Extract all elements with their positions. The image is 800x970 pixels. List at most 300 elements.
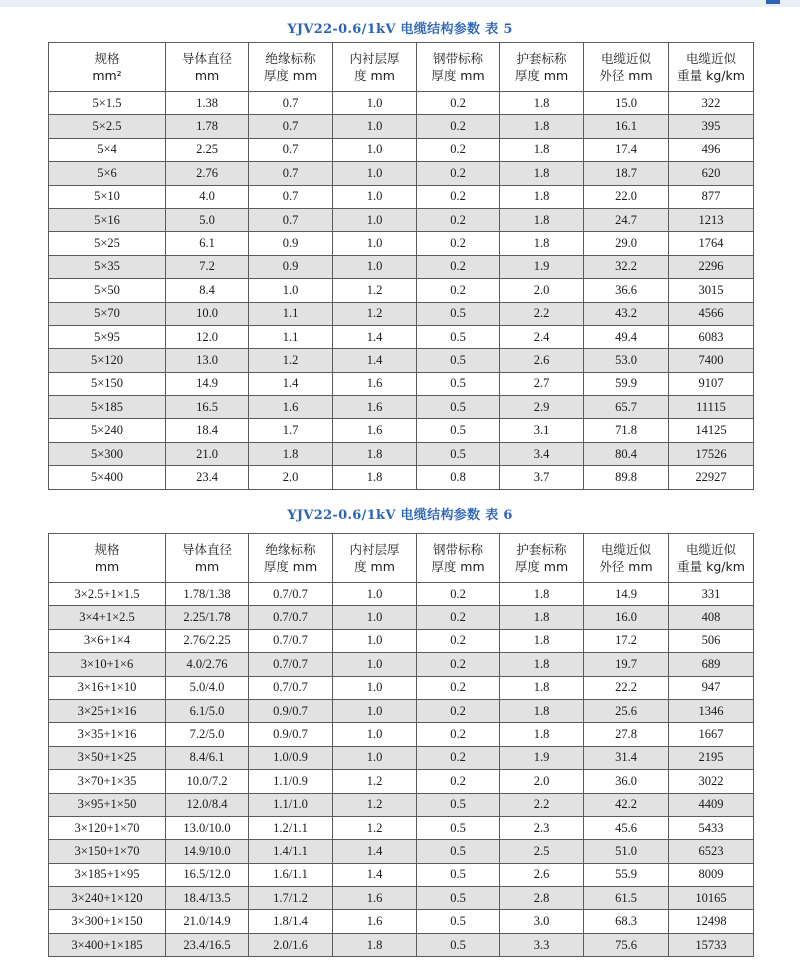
table-cell: 0.9/0.7 — [249, 723, 333, 746]
table-row — [49, 232, 754, 255]
table-cell: 5×240 — [49, 419, 166, 442]
table-cell: 22927 — [669, 466, 754, 489]
top-accent-bar — [0, 0, 800, 7]
table6-header-line: 电缆近似 — [600, 542, 651, 557]
table-cell: 7.2/5.0 — [166, 723, 249, 746]
table-cell: 3×16+1×10 — [49, 676, 166, 699]
table-cell: 51.0 — [584, 840, 669, 863]
table-cell: 1.8 — [500, 723, 584, 746]
table-cell: 5×1.5 — [49, 92, 166, 115]
table-cell: 49.4 — [584, 325, 669, 348]
table5-body — [49, 92, 754, 490]
table-cell: 1.0 — [333, 699, 417, 722]
table-cell: 5×120 — [49, 349, 166, 372]
table6-header-line: 导体直径 — [181, 542, 232, 557]
table-row — [49, 279, 754, 302]
table-cell: 10.0/7.2 — [166, 770, 249, 793]
table-cell: 1.1/1.0 — [249, 793, 333, 816]
table-cell: 1667 — [669, 723, 754, 746]
table-cell: 2.9 — [500, 396, 584, 419]
table-cell: 22.2 — [584, 676, 669, 699]
table-cell: 0.5 — [417, 933, 500, 956]
table5-header-cell — [166, 43, 249, 92]
table-cell: 620 — [669, 162, 754, 185]
table-cell: 1.0 — [333, 723, 417, 746]
table6-header-cell — [500, 534, 584, 583]
table-cell: 11115 — [669, 396, 754, 419]
table-row — [49, 816, 754, 839]
table-row — [49, 910, 754, 933]
table-row — [49, 583, 754, 606]
table-cell: 3.1 — [500, 419, 584, 442]
table-cell: 5×150 — [49, 372, 166, 395]
table-cell: 1.8 — [500, 208, 584, 231]
table-cell: 1.0 — [333, 653, 417, 676]
table-cell: 1.8 — [500, 115, 584, 138]
table-cell: 8009 — [669, 863, 754, 886]
table-cell: 0.2 — [417, 279, 500, 302]
table-cell: 21.0 — [166, 442, 249, 465]
table6-body — [49, 583, 754, 957]
table-cell: 3.3 — [500, 933, 584, 956]
table5-header-line: 厚度 mm — [263, 68, 318, 83]
table-cell: 7400 — [669, 349, 754, 372]
table5-header-cell — [333, 43, 417, 92]
table-cell: 0.2 — [417, 723, 500, 746]
table-cell: 5×2.5 — [49, 115, 166, 138]
table-cell: 0.2 — [417, 676, 500, 699]
table-cell: 506 — [669, 629, 754, 652]
table-cell: 1.6/1.1 — [249, 863, 333, 886]
table-cell: 18.4 — [166, 419, 249, 442]
table-cell: 0.2 — [417, 162, 500, 185]
table-cell: 0.7 — [249, 162, 333, 185]
table-cell: 0.5 — [417, 910, 500, 933]
table-cell: 3022 — [669, 770, 754, 793]
table-row — [49, 396, 754, 419]
table6-header-line: 规格 — [94, 542, 120, 557]
table-cell: 14.9 — [584, 583, 669, 606]
table-cell: 2.0 — [500, 770, 584, 793]
table5-header-line: 厚度 mm — [431, 68, 485, 83]
table-cell: 1.2 — [333, 793, 417, 816]
table-cell: 65.7 — [584, 396, 669, 419]
table-cell: 1764 — [669, 232, 754, 255]
table-cell: 3×240+1×120 — [49, 887, 166, 910]
table6-header-line: mm — [94, 559, 120, 574]
table5-header-line: 度 mm — [354, 68, 395, 83]
table-cell: 1.1/0.9 — [249, 770, 333, 793]
table-cell: 9107 — [669, 372, 754, 395]
table-row — [49, 887, 754, 910]
table-cell: 0.2 — [417, 746, 500, 769]
table-cell: 5433 — [669, 816, 754, 839]
table-cell: 24.7 — [584, 208, 669, 231]
table-cell: 1.4 — [333, 349, 417, 372]
table6-header-line: 厚度 mm — [514, 559, 569, 574]
table6-header-line: 厚度 mm — [263, 559, 318, 574]
table6-header-row — [49, 534, 754, 583]
table-cell: 322 — [669, 92, 754, 115]
table-cell: 1.8/1.4 — [249, 910, 333, 933]
table-cell: 1.9 — [500, 255, 584, 278]
table-cell: 3015 — [669, 279, 754, 302]
table-cell: 2.2 — [500, 302, 584, 325]
table-cell: 2.3 — [500, 816, 584, 839]
table-cell: 0.9 — [249, 255, 333, 278]
table-cell: 0.9 — [249, 232, 333, 255]
table5-header-cell — [417, 43, 500, 92]
table-cell: 10165 — [669, 887, 754, 910]
table-cell: 45.6 — [584, 816, 669, 839]
table-cell: 6.1/5.0 — [166, 699, 249, 722]
table-cell: 6083 — [669, 325, 754, 348]
table-cell: 14125 — [669, 419, 754, 442]
table-cell: 5×6 — [49, 162, 166, 185]
table-cell: 5×16 — [49, 208, 166, 231]
table-cell: 2.0 — [500, 279, 584, 302]
table-cell: 395 — [669, 115, 754, 138]
table5-header-cell — [500, 43, 584, 92]
table6-header-cell — [166, 534, 249, 583]
table5-header-cell — [49, 43, 166, 92]
table-cell: 5×4 — [49, 138, 166, 161]
table5-header-line: 厚度 mm — [514, 68, 569, 83]
table-cell: 71.8 — [584, 419, 669, 442]
table-cell: 0.7 — [249, 208, 333, 231]
table-row — [49, 302, 754, 325]
table-cell: 2.0 — [249, 466, 333, 489]
table-cell: 0.2 — [417, 138, 500, 161]
table-cell: 1.0 — [333, 162, 417, 185]
table-cell: 2.25/1.78 — [166, 606, 249, 629]
table-cell: 2296 — [669, 255, 754, 278]
table-cell: 17526 — [669, 442, 754, 465]
table-cell: 59.9 — [584, 372, 669, 395]
table-cell: 1.0 — [333, 185, 417, 208]
table-cell: 5.0/4.0 — [166, 676, 249, 699]
table-cell: 1.78/1.38 — [166, 583, 249, 606]
table-cell: 689 — [669, 653, 754, 676]
table-cell: 947 — [669, 676, 754, 699]
table-cell: 8.4 — [166, 279, 249, 302]
table5-header-line: 钢带标称 — [432, 51, 483, 66]
table-cell: 75.6 — [584, 933, 669, 956]
table-cell: 0.9/0.7 — [249, 699, 333, 722]
table5-header-line: 规格 — [94, 51, 120, 66]
table-cell: 3×300+1×150 — [49, 910, 166, 933]
table5-header-line: 内衬层厚 — [349, 51, 400, 66]
table-cell: 331 — [669, 583, 754, 606]
table-cell: 1.2 — [333, 816, 417, 839]
table-cell: 7.2 — [166, 255, 249, 278]
table-row — [49, 466, 754, 489]
table-cell: 1.9 — [500, 746, 584, 769]
table-cell: 0.7/0.7 — [249, 583, 333, 606]
table-cell: 89.8 — [584, 466, 669, 489]
table-cell: 12.0 — [166, 325, 249, 348]
table-cell: 0.5 — [417, 887, 500, 910]
table5-header-cell — [669, 43, 754, 92]
table6-header-cell — [669, 534, 754, 583]
table-cell: 1.4 — [333, 325, 417, 348]
table-cell: 2.6 — [500, 863, 584, 886]
table6-header-cell — [417, 534, 500, 583]
table-cell: 3×4+1×2.5 — [49, 606, 166, 629]
table-cell: 31.4 — [584, 746, 669, 769]
table6-header-line: 重量 kg/km — [677, 559, 745, 574]
table-cell: 1.8 — [500, 232, 584, 255]
table-cell: 1213 — [669, 208, 754, 231]
table-cell: 1.2 — [333, 770, 417, 793]
table-cell: 3×70+1×35 — [49, 770, 166, 793]
table-cell: 0.7 — [249, 185, 333, 208]
table5-header-line: mm — [194, 68, 220, 83]
table-row — [49, 208, 754, 231]
table-cell: 3×2.5+1×1.5 — [49, 583, 166, 606]
table-row — [49, 840, 754, 863]
table-cell: 0.7/0.7 — [249, 606, 333, 629]
table-cell: 23.4/16.5 — [166, 933, 249, 956]
table-cell: 42.2 — [584, 793, 669, 816]
table-cell: 5×300 — [49, 442, 166, 465]
table-cell: 3×95+1×50 — [49, 793, 166, 816]
table-cell: 1.4/1.1 — [249, 840, 333, 863]
table6-header-cell — [49, 534, 166, 583]
table-cell: 19.7 — [584, 653, 669, 676]
table-row — [49, 653, 754, 676]
table-cell: 1.7/1.2 — [249, 887, 333, 910]
table-cell: 1.6 — [333, 396, 417, 419]
table-cell: 1.8 — [500, 162, 584, 185]
table-cell: 1.78 — [166, 115, 249, 138]
table-cell: 2.0/1.6 — [249, 933, 333, 956]
table-cell: 27.8 — [584, 723, 669, 746]
table-cell: 3×150+1×70 — [49, 840, 166, 863]
table-cell: 0.2 — [417, 255, 500, 278]
table-cell: 1.7 — [249, 419, 333, 442]
table-cell: 0.8 — [417, 466, 500, 489]
table-cell: 15.0 — [584, 92, 669, 115]
table6-header-line: 厚度 mm — [431, 559, 485, 574]
table-cell: 15733 — [669, 933, 754, 956]
table-row — [49, 606, 754, 629]
table-cell: 3×25+1×16 — [49, 699, 166, 722]
table-cell: 0.2 — [417, 770, 500, 793]
table-row — [49, 442, 754, 465]
table-row — [49, 723, 754, 746]
table-cell: 0.2 — [417, 629, 500, 652]
table-row — [49, 138, 754, 161]
table-cell: 6523 — [669, 840, 754, 863]
table-cell: 1.0 — [333, 583, 417, 606]
table-cell: 0.5 — [417, 302, 500, 325]
table-cell: 1.6 — [333, 372, 417, 395]
table6-header-cell — [584, 534, 669, 583]
table-cell: 14.9 — [166, 372, 249, 395]
table-cell: 0.7 — [249, 92, 333, 115]
table5-header-line: 导体直径 — [181, 51, 232, 66]
table-cell: 4.0/2.76 — [166, 653, 249, 676]
table-cell: 0.5 — [417, 396, 500, 419]
table-cell: 1.8 — [500, 653, 584, 676]
table-cell: 5×400 — [49, 466, 166, 489]
table-cell: 16.5 — [166, 396, 249, 419]
table-cell: 1.0 — [333, 746, 417, 769]
table-cell: 5×10 — [49, 185, 166, 208]
table-cell: 3×120+1×70 — [49, 816, 166, 839]
table-cell: 68.3 — [584, 910, 669, 933]
table-cell: 1.8 — [500, 606, 584, 629]
table-cell: 2.6 — [500, 349, 584, 372]
table-cell: 2195 — [669, 746, 754, 769]
table-cell: 3×50+1×25 — [49, 746, 166, 769]
table-cell: 0.2 — [417, 232, 500, 255]
table6-header-line: 外径 mm — [599, 559, 653, 574]
table-cell: 16.5/12.0 — [166, 863, 249, 886]
table-cell: 1.1 — [249, 302, 333, 325]
table-cell: 1.0 — [333, 138, 417, 161]
table-cell: 2.5 — [500, 840, 584, 863]
table5-header-line: 绝缘标称 — [265, 51, 316, 66]
table-cell: 1.0 — [333, 92, 417, 115]
table-cell: 4409 — [669, 793, 754, 816]
table6-header-cell — [249, 534, 333, 583]
table-cell: 18.4/13.5 — [166, 887, 249, 910]
table5-spec-table — [48, 42, 754, 490]
table-cell: 1.4 — [333, 840, 417, 863]
table5-header-line: 电缆近似 — [685, 51, 736, 66]
table-cell: 5×35 — [49, 255, 166, 278]
table-cell: 1.8 — [500, 699, 584, 722]
table-cell: 3×10+1×6 — [49, 653, 166, 676]
table-cell: 8.4/6.1 — [166, 746, 249, 769]
table-cell: 1.8 — [333, 933, 417, 956]
table5-header-line: 重量 kg/km — [677, 68, 745, 83]
table-cell: 1.8 — [333, 466, 417, 489]
table-cell: 0.7/0.7 — [249, 676, 333, 699]
table-cell: 1.6 — [333, 887, 417, 910]
table-cell: 16.1 — [584, 115, 669, 138]
table-cell: 3×6+1×4 — [49, 629, 166, 652]
table-cell: 0.2 — [417, 606, 500, 629]
table6-header-line: 电缆近似 — [685, 542, 736, 557]
table-cell: 18.7 — [584, 162, 669, 185]
table-cell: 1.8 — [500, 676, 584, 699]
table-cell: 36.0 — [584, 770, 669, 793]
table-cell: 2.2 — [500, 793, 584, 816]
table-cell: 55.9 — [584, 863, 669, 886]
table-cell: 1.6 — [333, 419, 417, 442]
table-cell: 12.0/8.4 — [166, 793, 249, 816]
table-cell: 16.0 — [584, 606, 669, 629]
table-cell: 0.2 — [417, 208, 500, 231]
table-row — [49, 325, 754, 348]
table6-title: YJV22-0.6/1kV 电缆结构参数 表 6 — [287, 508, 513, 523]
table-cell: 1.38 — [166, 92, 249, 115]
table-cell: 5×95 — [49, 325, 166, 348]
table-cell: 3×35+1×16 — [49, 723, 166, 746]
table5-header-row — [49, 43, 754, 92]
table-cell: 3.4 — [500, 442, 584, 465]
table-cell: 3×185+1×95 — [49, 863, 166, 886]
table5-header-line: mm² — [92, 68, 122, 83]
table-cell: 32.2 — [584, 255, 669, 278]
table-cell: 1.0 — [333, 255, 417, 278]
table-cell: 1.8 — [500, 92, 584, 115]
table-row — [49, 92, 754, 115]
table-cell: 0.2 — [417, 699, 500, 722]
table-cell: 3.0 — [500, 910, 584, 933]
table-cell: 2.25 — [166, 138, 249, 161]
table-cell: 1.8 — [500, 583, 584, 606]
accent-mark — [766, 0, 780, 4]
table-cell: 0.2 — [417, 185, 500, 208]
table-cell: 0.2 — [417, 115, 500, 138]
table-cell: 2.8 — [500, 887, 584, 910]
table-cell: 0.5 — [417, 349, 500, 372]
table-cell: 17.4 — [584, 138, 669, 161]
table-cell: 0.5 — [417, 793, 500, 816]
table-cell: 1.8 — [500, 185, 584, 208]
table-row — [49, 793, 754, 816]
table-cell: 0.7 — [249, 115, 333, 138]
table-cell: 1.0 — [333, 115, 417, 138]
table-row — [49, 629, 754, 652]
table-row — [49, 372, 754, 395]
table-row — [49, 933, 754, 956]
table-cell: 1.4 — [333, 863, 417, 886]
table-cell: 1.8 — [249, 442, 333, 465]
table-cell: 877 — [669, 185, 754, 208]
table-cell: 1.2/1.1 — [249, 816, 333, 839]
table-cell: 17.2 — [584, 629, 669, 652]
table-cell: 1.8 — [500, 138, 584, 161]
table6-header-line: 绝缘标称 — [265, 542, 316, 557]
table6-header-line: mm — [194, 559, 220, 574]
table-cell: 43.2 — [584, 302, 669, 325]
table-row — [49, 255, 754, 278]
table-cell: 2.4 — [500, 325, 584, 348]
table-cell: 4.0 — [166, 185, 249, 208]
table6-spec-table — [48, 533, 754, 957]
table-cell: 0.7/0.7 — [249, 629, 333, 652]
table5-header-line: 护套标称 — [516, 51, 567, 66]
table-cell: 1.0/0.9 — [249, 746, 333, 769]
table-cell: 13.0/10.0 — [166, 816, 249, 839]
table5-header-cell — [584, 43, 669, 92]
table-cell: 1.6 — [249, 396, 333, 419]
table-cell: 21.0/14.9 — [166, 910, 249, 933]
table-row — [49, 349, 754, 372]
table-cell: 3×400+1×185 — [49, 933, 166, 956]
table-cell: 408 — [669, 606, 754, 629]
table-cell: 5×70 — [49, 302, 166, 325]
table-cell: 5.0 — [166, 208, 249, 231]
table-cell: 5×25 — [49, 232, 166, 255]
table6-header-line: 护套标称 — [516, 542, 567, 557]
table-cell: 1.2 — [333, 302, 417, 325]
table5-title: YJV22-0.6/1kV 电缆结构参数 表 5 — [287, 22, 513, 37]
table-cell: 5×50 — [49, 279, 166, 302]
table-cell: 1.4 — [249, 372, 333, 395]
table-cell: 1.2 — [249, 349, 333, 372]
table-row — [49, 863, 754, 886]
table-cell: 4566 — [669, 302, 754, 325]
table-cell: 25.6 — [584, 699, 669, 722]
table-cell: 1.0 — [333, 232, 417, 255]
table-cell: 10.0 — [166, 302, 249, 325]
